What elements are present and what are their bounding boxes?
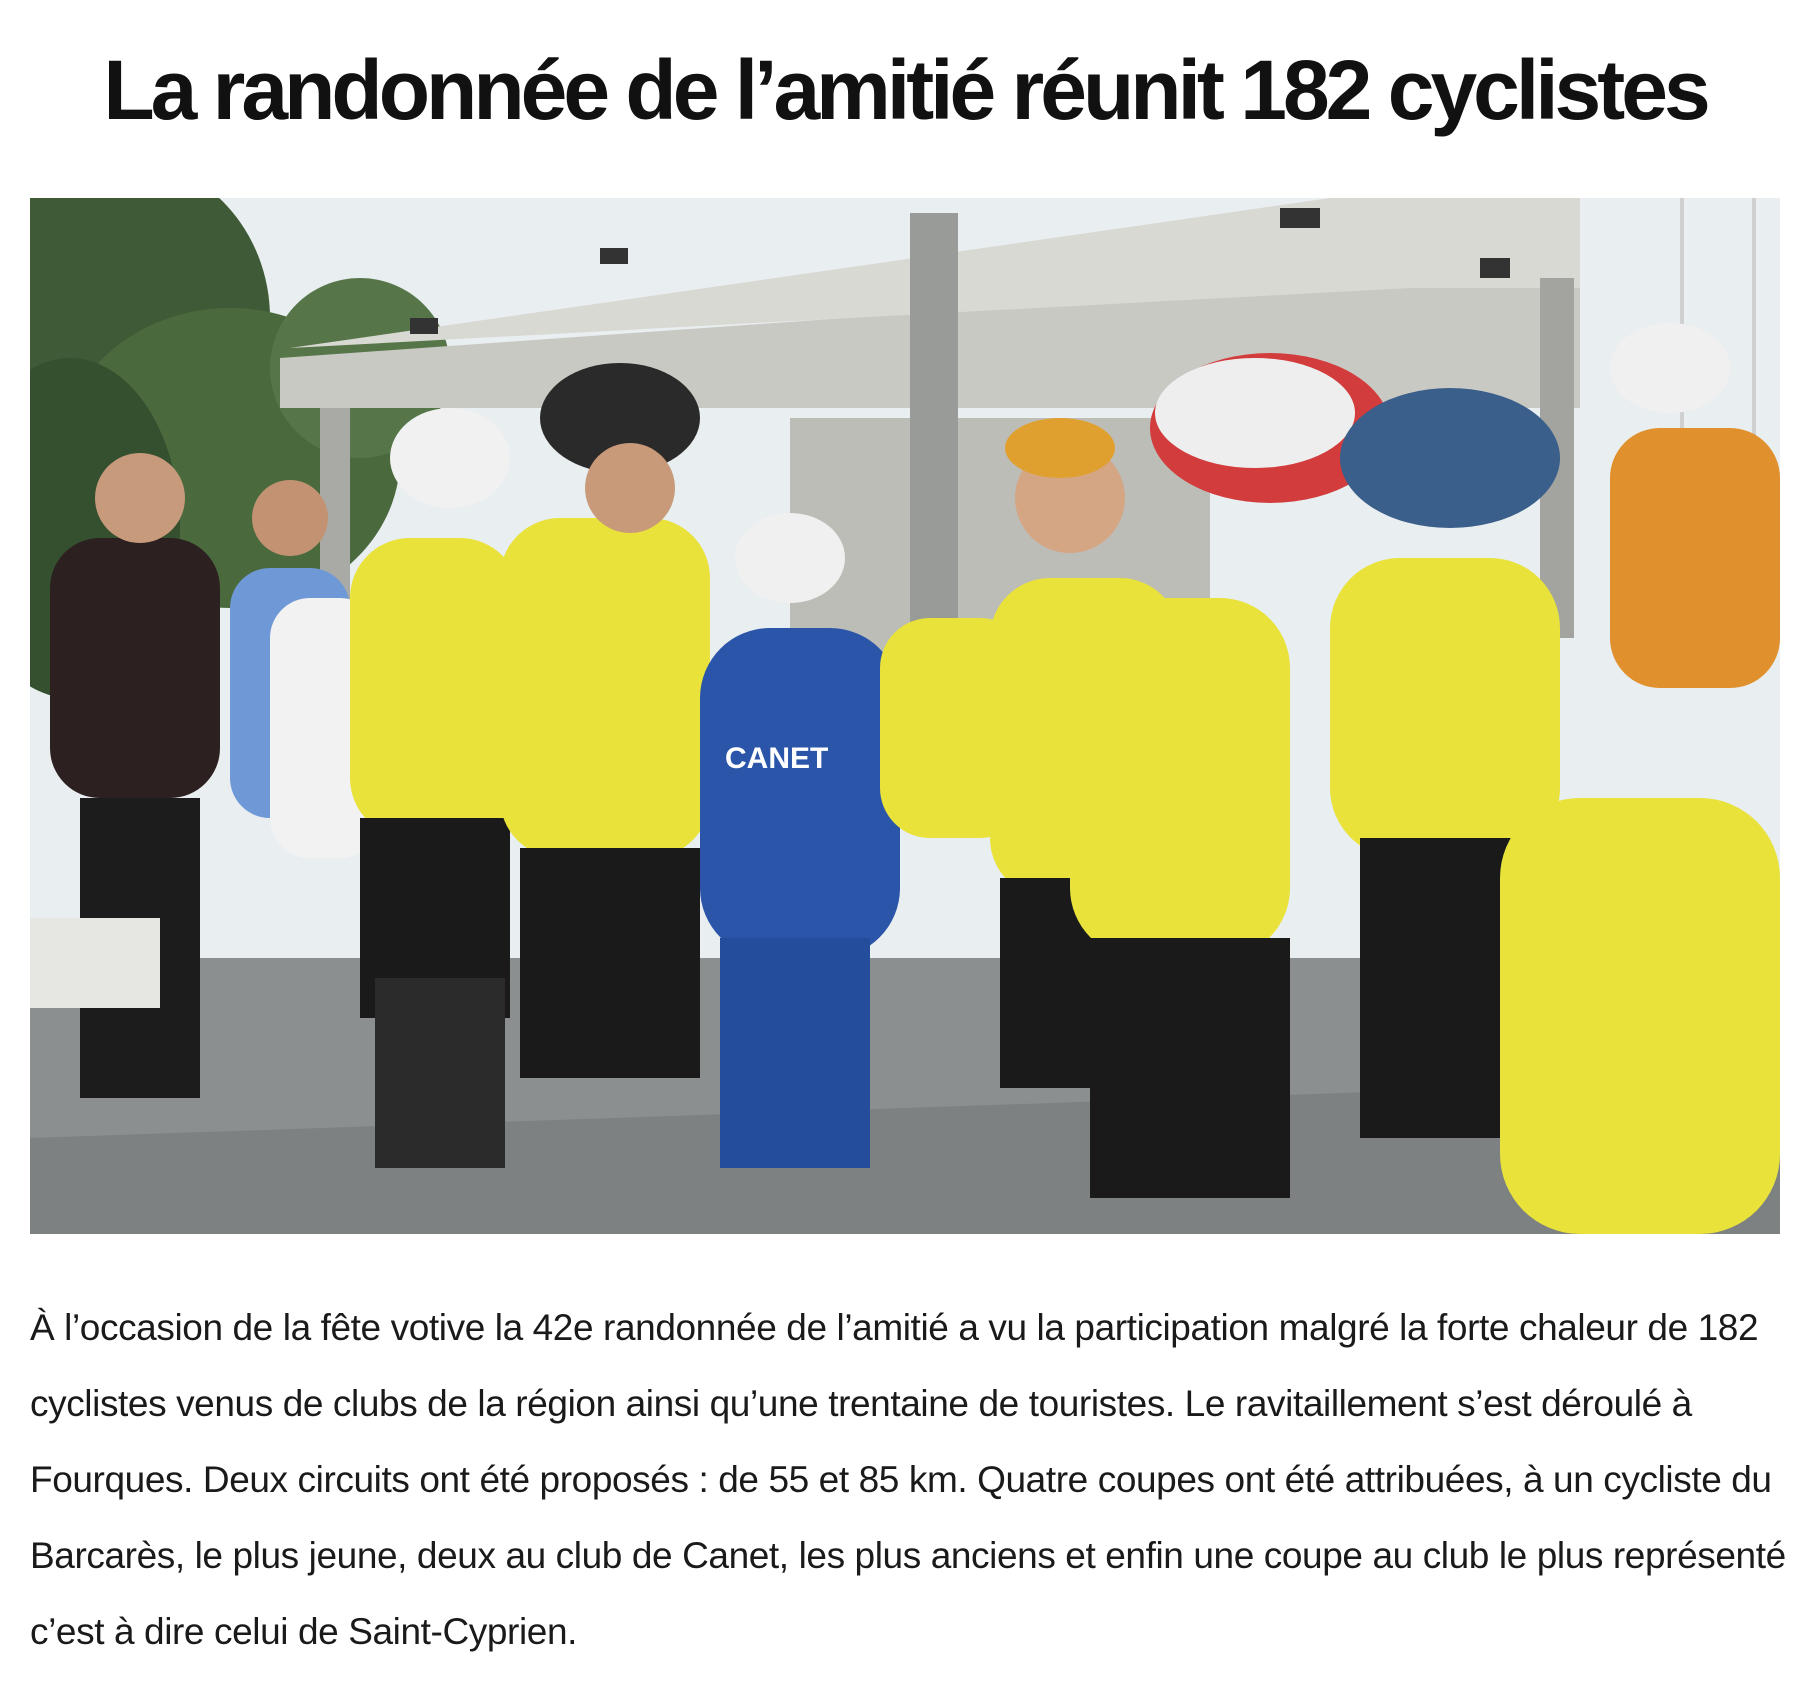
table [30,918,160,1008]
article-headline: La randonnée de l’amitié réunit 182 cyclistes [103,43,1707,137]
cyclists-photo-illustration [30,198,1780,1234]
jersey-text: CANET [725,742,829,775]
article-photo [30,198,1780,1234]
article-body: À l’occasion de la fête votive la 42e randonnée de l’amitié a vu la participation malgré la forte chaleur de 182 cyclistes venus de clubs de la région ainsi qu’une trentaine de touristes. Le ravitaillement s’est déroulé à Fourques. Deux circuits ont été proposés : de 55 et 85 km. Quatre coupes ont été attribuées, à un cycliste du Barcarès, le plus jeune, deux au club de Canet, les plus anciens et enfin une coupe au club le plus représenté c’est à dire celui de Saint-Cyprien. [30,1307,1786,1652]
